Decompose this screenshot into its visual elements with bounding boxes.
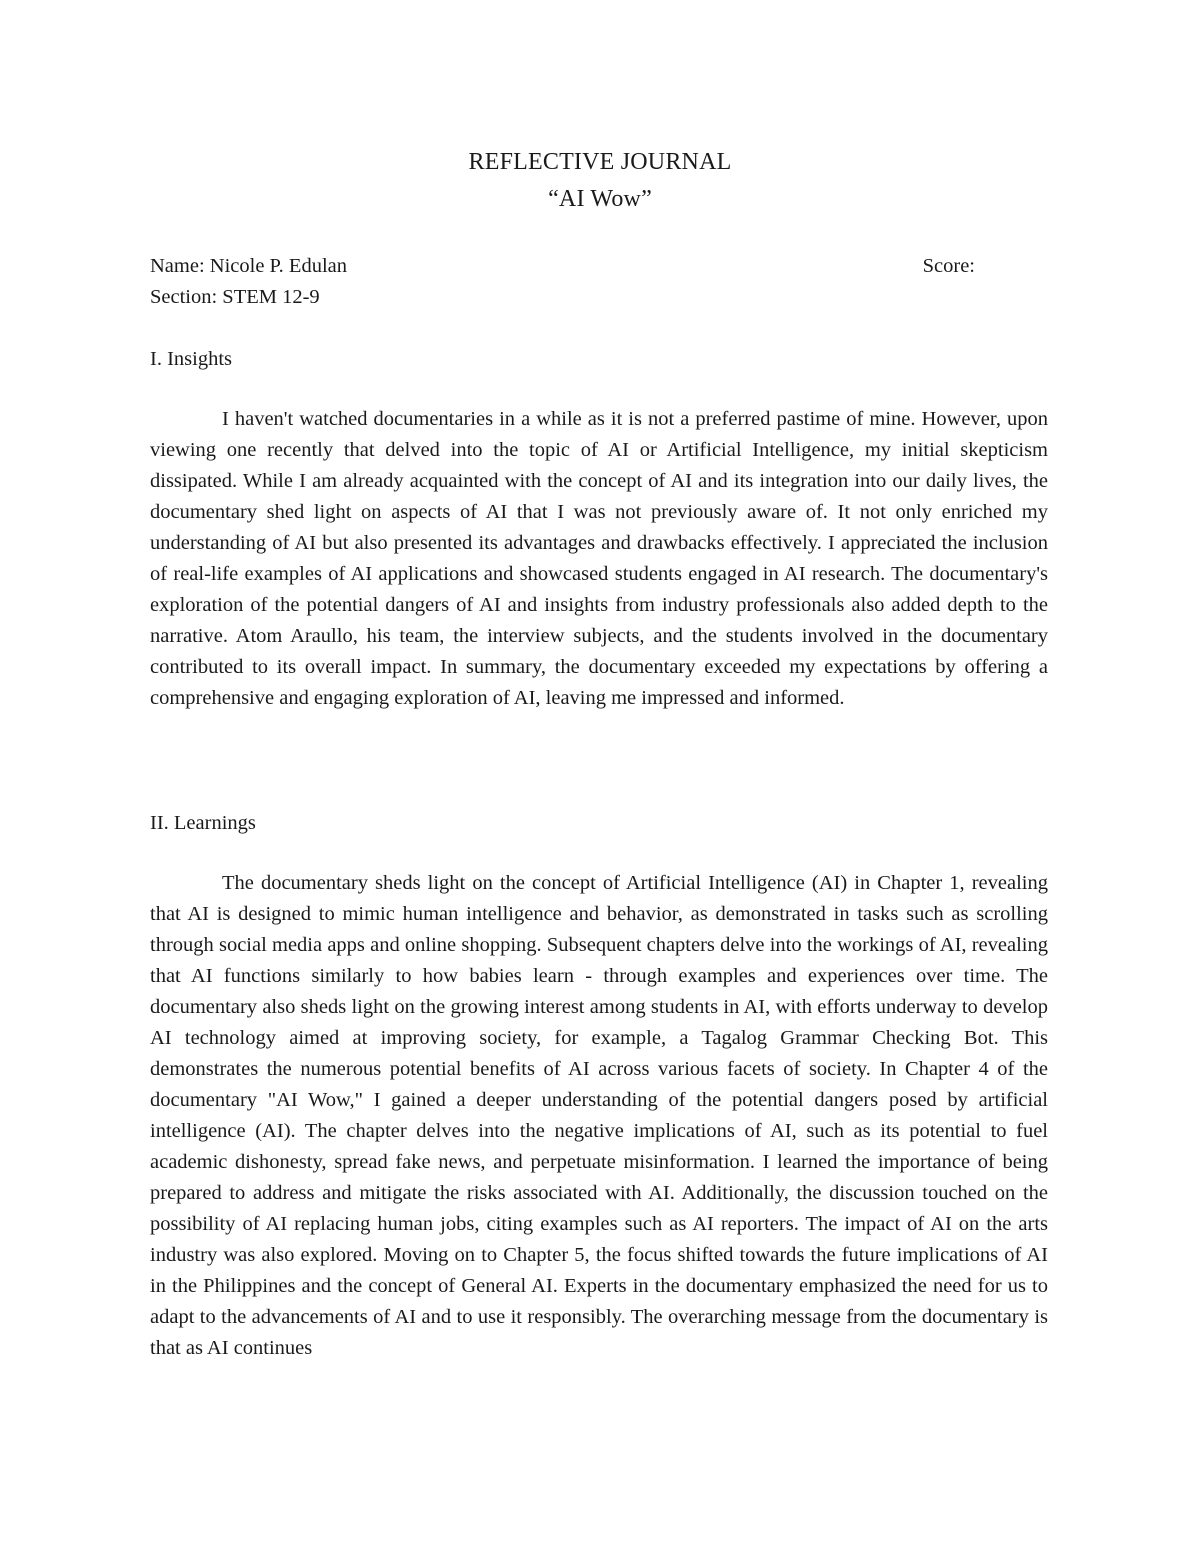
insights-paragraph: I haven't watched documentaries in a while as it is not a preferred pastime of mine. However, upon viewing one recently that delved into the topic of AI or Artificial Intelligence, my initial skepticism dissipated. While I am already acquainted with the concept of AI and its integration into our daily lives, the documentary shed light on aspects of AI that I was not previously aware of. It not only enriched my understanding of AI but also presented its advantages and drawbacks effectively. I appreciated the inclusion of real-life examples of AI applications and showcased students engaged in AI research. The documentary's exploration of the potential dangers of AI and insights from industry professionals also added depth to the narrative. Atom Araullo, his team, the interview subjects, and the students involved in the documentary contributed to its overall impact. In summary, the documentary exceeded my expectations by offering a comprehensive and engaging exploration of AI, leaving me impressed and informed. [150, 408, 1048, 709]
score-label: Score: [922, 255, 975, 277]
learnings-paragraph: The documentary sheds light on the concept of Artificial Intelligence (AI) in Chapter 1, revealing that AI is designed to mimic human intelligence and behavior, as demonstrated in tasks such as scrolling through social media apps and online shopping. Subsequent chapters delve into the workings of AI, revealing that AI functions similarly to how babies learn - through examples and experiences over time. The documentary also sheds light on the growing interest among students in AI, with efforts underway to develop AI technology aimed at improving society, for example, a Tagalog Grammar Checking Bot. This demonstrates the numerous potential benefits of AI across various facets of society. In Chapter 4 of the documentary "AI Wow," I gained a deeper understanding of the potential dangers posed by artificial intelligence (AI). The chapter delves into the negative implications of AI, such as its potential to fuel academic dishonesty, spread fake news, and perpetuate misinformation. I learned the importance of being prepared to address and mitigate the risks associated with AI. Additionally, the discussion touched on the possibility of AI replacing human jobs, citing examples such as AI reporters. The impact of AI on the arts industry was also explored. Moving on to Chapter 5, the focus shifted towards the future implications of AI in the Philippines and the concept of General AI. Experts in the documentary emphasized the need for us to adapt to the advancements of AI and to use it responsibly. The overarching message from the documentary is that as AI continues [150, 872, 1048, 1359]
section-heading-learnings: II. Learnings [150, 812, 256, 834]
student-section: Section: STEM 12-9 [150, 286, 320, 308]
student-name: Name: Nicole P. Edulan [150, 255, 347, 277]
document-subtitle: “AI Wow” [548, 186, 652, 212]
document-title: REFLECTIVE JOURNAL [468, 149, 732, 175]
section-heading-insights: I. Insights [150, 348, 232, 370]
